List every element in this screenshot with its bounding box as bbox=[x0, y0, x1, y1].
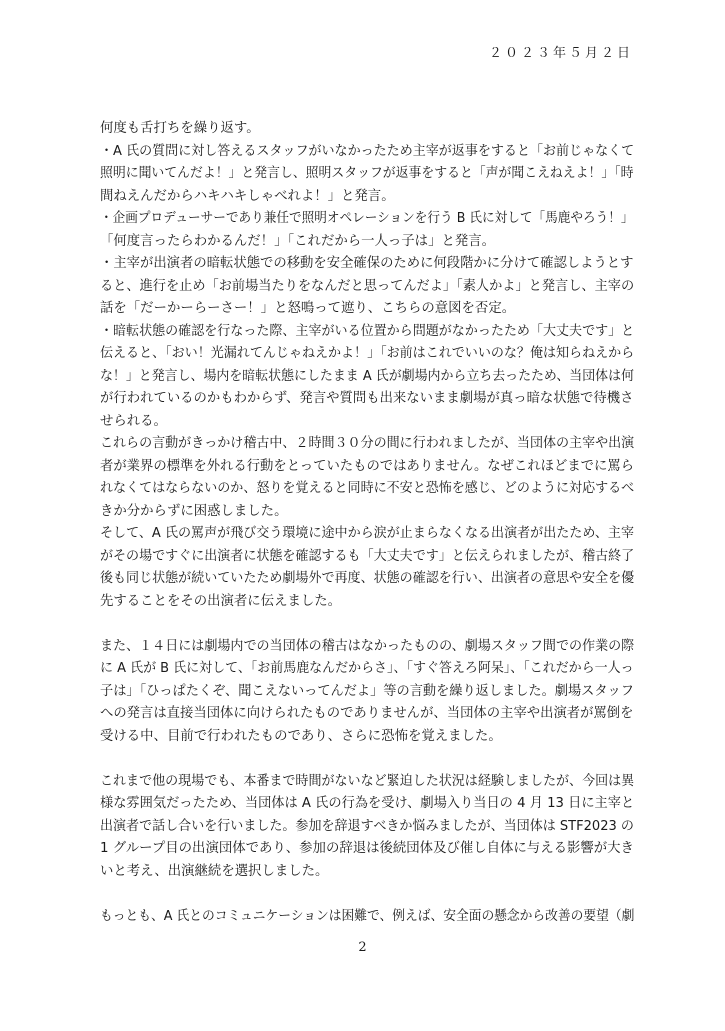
text-line: ・主宰が出演者の暗転状態での移動を安全確保のために何段階かに分けて確認しようとす bbox=[100, 256, 634, 271]
text-line: 者が業界の標準を外れる行動をとっていたものではありません。なぜこれほどまでに罵ら bbox=[100, 458, 635, 474]
text-line: な！」と発言し、場内を暗転状態にしたまま A 氏が劇場内から立ち去ったため、当団体は何 bbox=[100, 368, 634, 384]
text-line: がその場ですぐに出演者に状態を確認するも「大丈夫です」と伝えられましたが、稽古終了 bbox=[100, 548, 635, 564]
paragraph-gap bbox=[100, 748, 628, 771]
text-line: これまで他の現場でも、本番まで時間がないなど緊迫した状況は経験しましたが、今回は異 bbox=[100, 773, 635, 789]
text-line: また、１４日には劇場内での当団体の稽古はなかったものの、劇場スタッフ間での作業の際 bbox=[100, 638, 635, 654]
text-line: 話を「だーかーらーさー！」と怒鳴って遮り、こちらの意図を否定。 bbox=[100, 301, 516, 316]
text-line: そして、A 氏の罵声が飛び交う環境に途中から涙が止まらなくなる出演者が出たため、主宰 bbox=[100, 526, 634, 541]
text-line: 様な雰囲気だったため、当団体は A 氏の行為を受け、劇場入り当日の 4 月 13 日に主宰と bbox=[100, 796, 635, 811]
text-line: いと考え、出演継続を選択しました。 bbox=[100, 863, 329, 879]
text-line: 「何度言ったらわかるんだ！」「これだから一人っ子は」と発言。 bbox=[100, 233, 496, 249]
text-line: が行われているのかもわからず、発言や質問も出来ないまま劇場が真っ暗な状態で待機さ bbox=[100, 391, 634, 406]
text-line: ・暗転状態の確認を行なった際、主宰がいる位置から問題がなかったため「大丈夫です」と bbox=[100, 323, 635, 339]
text-line: これらの言動がきっかけ稽古中、２時間３０分の間に行われましたが、当団体の主宰や出演 bbox=[100, 436, 635, 451]
paragraph-gap bbox=[100, 613, 628, 636]
text-line: ・A 氏の質問に対し答えるスタッフがいなかったため主宰が返事をすると「お前じゃなくて bbox=[100, 143, 635, 159]
text-line: 伝えると、「おい！光漏れてんじゃねえかよ！」「お前はこれでいいのな？俺は知らねえから bbox=[100, 346, 635, 361]
text-line: 間ねえんだからハキハキしゃべれよ！」と発言。 bbox=[100, 188, 395, 204]
document-date: ２０２３年５月２日 bbox=[488, 46, 633, 61]
text-line: 何度も舌打ちを繰り返す。 bbox=[100, 121, 260, 136]
text-line: れなくてはならないのか、怒りを覚えると同時に不安と恐怖を感じ、どのように対応するべ bbox=[100, 481, 635, 496]
text-line: 出演者で話し合いを行いました。参加を辞退すべきか悩みましたが、当団体は STF2023 の bbox=[100, 818, 634, 834]
text-line: せられる。 bbox=[100, 413, 167, 429]
text-line: に A 氏が B 氏に対して、「お前馬鹿なんだからさ」、「すぐ答えろ阿呆」、「これだから一人っ bbox=[100, 661, 634, 676]
text-line: 先することをその出演者に伝えました。 bbox=[100, 593, 342, 609]
paragraph-gap bbox=[100, 883, 628, 906]
body-text bbox=[100, 118, 635, 928]
text-line: きか分からずに困惑しました。 bbox=[100, 503, 288, 519]
text-line: 後も同じ状態が続いていたため劇場外で再度、状態の確認を行い、出演者の意思や安全を優 bbox=[100, 571, 635, 586]
text-line: 受ける中、目前で行われたものであり、さらに恐怖を覚えました。 bbox=[100, 728, 502, 744]
text-line: ると、進行を止め「お前場当たりをなんだと思ってんだよ」「素人かよ」と発言し、主宰の bbox=[100, 278, 635, 294]
text-line: もっとも、A 氏とのコミュニケーションは困難で、例えば、安全面の懸念から改善の要望（劇 bbox=[100, 908, 635, 924]
text-line: 1 グループ目の出演団体であり、参加の辞退は後続団体及び催し自体に与える影響が大き bbox=[100, 841, 634, 856]
text-line: 子は」「ひっぱたくぞ、聞こえないってんだよ」等の言動を繰り返しました。劇場スタッフ bbox=[100, 683, 634, 699]
text-line: への発言は直接当団体に向けられたものでありませんが、当団体の主宰や出演者が罵倒を bbox=[100, 706, 634, 721]
text-line: 照明に聞いてんだよ！」と発言し、照明スタッフが返事をすると「声が聞こえねえよ！」「時 bbox=[100, 166, 634, 181]
text-line: ・企画プロデューサーであり兼任で照明オペレーションを行う B 氏に対して「馬鹿やろう！」 bbox=[100, 211, 634, 226]
page-number: 2 bbox=[358, 940, 367, 955]
